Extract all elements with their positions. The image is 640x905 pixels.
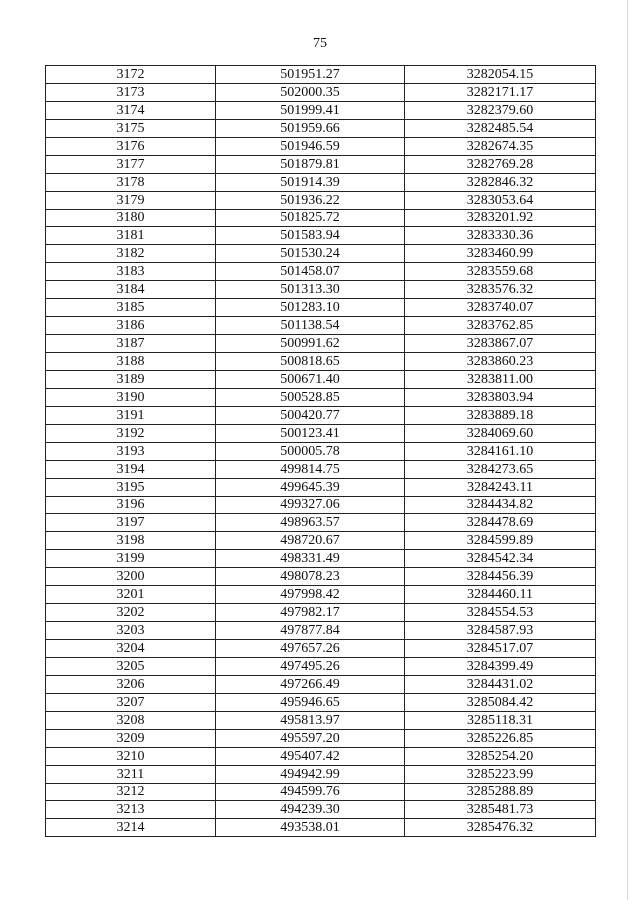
y-coordinate-cell: 3283460.99	[405, 245, 596, 263]
x-coordinate-cell: 495813.97	[216, 711, 405, 729]
table-row	[46, 514, 596, 532]
table-row	[46, 245, 596, 263]
x-coordinate-cell: 501959.66	[216, 119, 405, 137]
point-number-cell: 3172	[46, 66, 216, 84]
table-row	[46, 83, 596, 101]
point-number-cell: 3178	[46, 173, 216, 191]
x-coordinate-cell: 499645.39	[216, 478, 405, 496]
y-coordinate-cell: 3284542.34	[405, 550, 596, 568]
point-number-cell: 3213	[46, 801, 216, 819]
x-coordinate-cell: 497495.26	[216, 657, 405, 675]
x-coordinate-cell: 500005.78	[216, 442, 405, 460]
x-coordinate-cell: 498078.23	[216, 568, 405, 586]
x-coordinate-cell: 500991.62	[216, 335, 405, 353]
table-row	[46, 335, 596, 353]
y-coordinate-cell: 3283860.23	[405, 353, 596, 371]
y-coordinate-cell: 3285476.32	[405, 819, 596, 837]
point-number-cell: 3179	[46, 191, 216, 209]
x-coordinate-cell: 501138.54	[216, 317, 405, 335]
table-row	[46, 729, 596, 747]
y-coordinate-cell: 3284069.60	[405, 424, 596, 442]
x-coordinate-cell: 494942.99	[216, 765, 405, 783]
table-row	[46, 227, 596, 245]
point-number-cell: 3206	[46, 675, 216, 693]
y-coordinate-cell: 3284599.89	[405, 532, 596, 550]
point-number-cell: 3192	[46, 424, 216, 442]
point-number-cell: 3193	[46, 442, 216, 460]
table-row	[46, 801, 596, 819]
y-coordinate-cell: 3282769.28	[405, 155, 596, 173]
table-row	[46, 353, 596, 371]
table-row	[46, 496, 596, 514]
point-number-cell: 3201	[46, 586, 216, 604]
page-number: 75	[313, 36, 327, 51]
y-coordinate-cell: 3284431.02	[405, 675, 596, 693]
x-coordinate-cell: 500671.40	[216, 370, 405, 388]
y-coordinate-cell: 3284517.07	[405, 640, 596, 658]
point-number-cell: 3200	[46, 568, 216, 586]
y-coordinate-cell: 3284456.39	[405, 568, 596, 586]
table-row	[46, 137, 596, 155]
y-coordinate-cell: 3283811.00	[405, 370, 596, 388]
x-coordinate-cell: 498331.49	[216, 550, 405, 568]
y-coordinate-cell: 3283867.07	[405, 335, 596, 353]
table-row	[46, 119, 596, 137]
y-coordinate-cell: 3285481.73	[405, 801, 596, 819]
table-row	[46, 263, 596, 281]
point-number-cell: 3208	[46, 711, 216, 729]
x-coordinate-cell: 501879.81	[216, 155, 405, 173]
y-coordinate-cell: 3283559.68	[405, 263, 596, 281]
y-coordinate-cell: 3282054.15	[405, 66, 596, 84]
table-row	[46, 173, 596, 191]
y-coordinate-cell: 3285226.85	[405, 729, 596, 747]
y-coordinate-cell: 3284243.11	[405, 478, 596, 496]
point-number-cell: 3191	[46, 406, 216, 424]
y-coordinate-cell: 3284273.65	[405, 460, 596, 478]
x-coordinate-cell: 501999.41	[216, 101, 405, 119]
point-number-cell: 3202	[46, 604, 216, 622]
x-coordinate-cell: 497998.42	[216, 586, 405, 604]
table-row	[46, 317, 596, 335]
y-coordinate-cell: 3282674.35	[405, 137, 596, 155]
y-coordinate-cell: 3282379.60	[405, 101, 596, 119]
x-coordinate-cell: 493538.01	[216, 819, 405, 837]
table-row	[46, 640, 596, 658]
point-number-cell: 3190	[46, 388, 216, 406]
y-coordinate-cell: 3285254.20	[405, 747, 596, 765]
y-coordinate-cell: 3283762.85	[405, 317, 596, 335]
point-number-cell: 3181	[46, 227, 216, 245]
point-number-cell: 3177	[46, 155, 216, 173]
y-coordinate-cell: 3283740.07	[405, 299, 596, 317]
point-number-cell: 3196	[46, 496, 216, 514]
y-coordinate-cell: 3282846.32	[405, 173, 596, 191]
coordinate-table	[45, 65, 596, 837]
table-row	[46, 819, 596, 837]
point-number-cell: 3185	[46, 299, 216, 317]
x-coordinate-cell: 497982.17	[216, 604, 405, 622]
x-coordinate-cell: 501946.59	[216, 137, 405, 155]
x-coordinate-cell: 501530.24	[216, 245, 405, 263]
y-coordinate-cell: 3283201.92	[405, 209, 596, 227]
table-row	[46, 388, 596, 406]
x-coordinate-cell: 501825.72	[216, 209, 405, 227]
table-row	[46, 711, 596, 729]
table-row	[46, 424, 596, 442]
table-row	[46, 532, 596, 550]
x-coordinate-cell: 501583.94	[216, 227, 405, 245]
x-coordinate-cell: 501313.30	[216, 281, 405, 299]
x-coordinate-cell: 495597.20	[216, 729, 405, 747]
x-coordinate-cell: 499327.06	[216, 496, 405, 514]
point-number-cell: 3189	[46, 370, 216, 388]
point-number-cell: 3214	[46, 819, 216, 837]
point-number-cell: 3186	[46, 317, 216, 335]
y-coordinate-cell: 3283330.36	[405, 227, 596, 245]
x-coordinate-cell: 495407.42	[216, 747, 405, 765]
y-coordinate-cell: 3283889.18	[405, 406, 596, 424]
x-coordinate-cell: 498720.67	[216, 532, 405, 550]
point-number-cell: 3183	[46, 263, 216, 281]
point-number-cell: 3197	[46, 514, 216, 532]
table-row	[46, 747, 596, 765]
table-row	[46, 66, 596, 84]
x-coordinate-cell: 500818.65	[216, 353, 405, 371]
point-number-cell: 3212	[46, 783, 216, 801]
table-row	[46, 550, 596, 568]
y-coordinate-cell: 3283803.94	[405, 388, 596, 406]
y-coordinate-cell: 3285118.31	[405, 711, 596, 729]
point-number-cell: 3210	[46, 747, 216, 765]
coordinate-table-container	[45, 65, 595, 837]
y-coordinate-cell: 3284434.82	[405, 496, 596, 514]
point-number-cell: 3195	[46, 478, 216, 496]
table-row	[46, 478, 596, 496]
table-row	[46, 657, 596, 675]
point-number-cell: 3182	[46, 245, 216, 263]
point-number-cell: 3204	[46, 640, 216, 658]
table-row	[46, 765, 596, 783]
table-row	[46, 191, 596, 209]
table-row	[46, 370, 596, 388]
point-number-cell: 3176	[46, 137, 216, 155]
x-coordinate-cell: 500123.41	[216, 424, 405, 442]
x-coordinate-cell: 497266.49	[216, 675, 405, 693]
table-row	[46, 622, 596, 640]
table-row	[46, 155, 596, 173]
x-coordinate-cell: 495946.65	[216, 693, 405, 711]
point-number-cell: 3203	[46, 622, 216, 640]
point-number-cell: 3211	[46, 765, 216, 783]
table-row	[46, 101, 596, 119]
x-coordinate-cell: 500528.85	[216, 388, 405, 406]
y-coordinate-cell: 3284478.69	[405, 514, 596, 532]
table-row	[46, 209, 596, 227]
table-row	[46, 281, 596, 299]
x-coordinate-cell: 501936.22	[216, 191, 405, 209]
point-number-cell: 3194	[46, 460, 216, 478]
table-row	[46, 299, 596, 317]
y-coordinate-cell: 3284399.49	[405, 657, 596, 675]
y-coordinate-cell: 3285223.99	[405, 765, 596, 783]
x-coordinate-cell: 500420.77	[216, 406, 405, 424]
x-coordinate-cell: 497657.26	[216, 640, 405, 658]
y-coordinate-cell: 3284161.10	[405, 442, 596, 460]
x-coordinate-cell: 494239.30	[216, 801, 405, 819]
y-coordinate-cell: 3283576.32	[405, 281, 596, 299]
point-number-cell: 3207	[46, 693, 216, 711]
table-row	[46, 586, 596, 604]
coordinate-table-body	[46, 66, 596, 837]
point-number-cell: 3173	[46, 83, 216, 101]
table-row	[46, 783, 596, 801]
y-coordinate-cell: 3283053.64	[405, 191, 596, 209]
table-row	[46, 460, 596, 478]
point-number-cell: 3180	[46, 209, 216, 227]
x-coordinate-cell: 498963.57	[216, 514, 405, 532]
point-number-cell: 3187	[46, 335, 216, 353]
table-row	[46, 675, 596, 693]
point-number-cell: 3175	[46, 119, 216, 137]
x-coordinate-cell: 501951.27	[216, 66, 405, 84]
x-coordinate-cell: 502000.35	[216, 83, 405, 101]
x-coordinate-cell: 501914.39	[216, 173, 405, 191]
point-number-cell: 3184	[46, 281, 216, 299]
x-coordinate-cell: 501283.10	[216, 299, 405, 317]
scan-edge-line	[627, 0, 628, 900]
table-row	[46, 604, 596, 622]
x-coordinate-cell: 497877.84	[216, 622, 405, 640]
point-number-cell: 3188	[46, 353, 216, 371]
y-coordinate-cell: 3285084.42	[405, 693, 596, 711]
x-coordinate-cell: 494599.76	[216, 783, 405, 801]
table-row	[46, 568, 596, 586]
y-coordinate-cell: 3284460.11	[405, 586, 596, 604]
point-number-cell: 3198	[46, 532, 216, 550]
table-row	[46, 442, 596, 460]
table-row	[46, 406, 596, 424]
x-coordinate-cell: 501458.07	[216, 263, 405, 281]
y-coordinate-cell: 3282171.17	[405, 83, 596, 101]
point-number-cell: 3199	[46, 550, 216, 568]
point-number-cell: 3205	[46, 657, 216, 675]
point-number-cell: 3209	[46, 729, 216, 747]
table-row	[46, 693, 596, 711]
point-number-cell: 3174	[46, 101, 216, 119]
y-coordinate-cell: 3285288.89	[405, 783, 596, 801]
y-coordinate-cell: 3282485.54	[405, 119, 596, 137]
x-coordinate-cell: 499814.75	[216, 460, 405, 478]
y-coordinate-cell: 3284554.53	[405, 604, 596, 622]
y-coordinate-cell: 3284587.93	[405, 622, 596, 640]
